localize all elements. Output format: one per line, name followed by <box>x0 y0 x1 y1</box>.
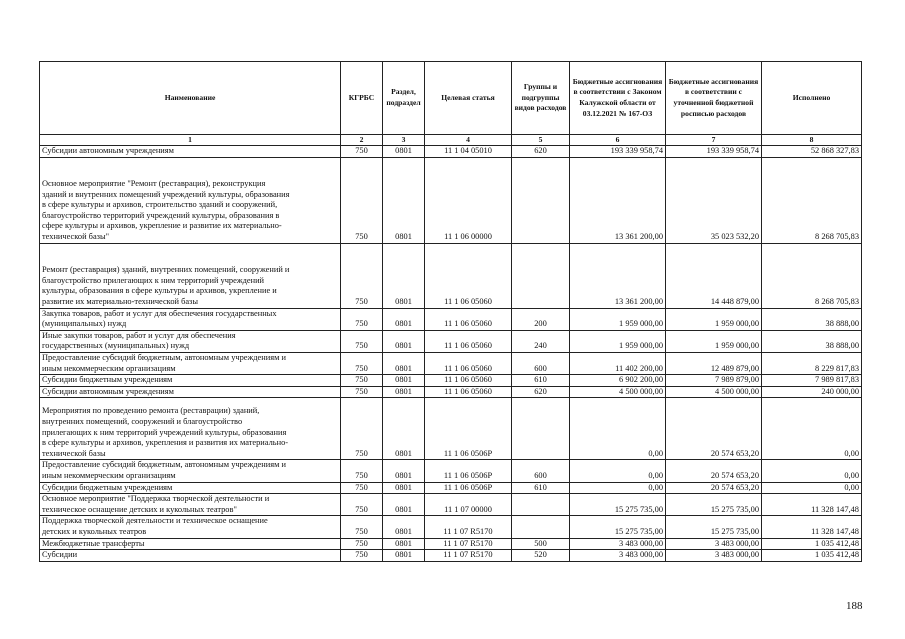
cell-razdel: 0801 <box>383 538 425 550</box>
table-row <box>40 243 862 308</box>
cell-refined-allocation: 15 275 735,00 <box>666 494 762 516</box>
page-number: 188 <box>846 600 863 612</box>
cell-kgrbs: 750 <box>341 482 383 494</box>
cell-razdel: 0801 <box>383 243 425 308</box>
cell-law-allocation: 11 402 200,00 <box>570 352 666 374</box>
cell-law-allocation: 3 483 000,00 <box>570 538 666 550</box>
cell-refined-allocation: 1 959 000,00 <box>666 308 762 330</box>
column-number-row <box>40 135 862 146</box>
cell-name: Субсидии бюджетным учреждениям <box>40 375 341 387</box>
cell-refined-allocation: 193 339 958,74 <box>666 146 762 158</box>
cell-refined-allocation: 4 500 000,00 <box>666 386 762 398</box>
cell-refined-allocation: 14 448 879,00 <box>666 243 762 308</box>
cell-law-allocation: 13 361 200,00 <box>570 243 666 308</box>
cell-executed: 11 328 147,48 <box>762 516 862 538</box>
cell-law-allocation: 4 500 000,00 <box>570 386 666 398</box>
cell-name: Ремонт (реставрация) зданий, внутренних помещений, сооружений и благоустройство прилегающих к ним территорий учреждений культуры, образования в сфере культуры и архивов, укрепление и развитие их материально-технической базы <box>40 243 341 308</box>
cell-expense-group: 620 <box>512 146 570 158</box>
cell-target-item: 11 1 07 R5170 <box>425 538 512 550</box>
cell-target-item: 11 1 06 05060 <box>425 243 512 308</box>
cell-razdel: 0801 <box>383 398 425 460</box>
cell-law-allocation: 0,00 <box>570 482 666 494</box>
cell-executed: 38 888,00 <box>762 330 862 352</box>
cell-kgrbs: 750 <box>341 330 383 352</box>
cell-razdel: 0801 <box>383 386 425 398</box>
cell-executed: 0,00 <box>762 482 862 494</box>
col-number: 5 <box>512 135 570 146</box>
cell-executed: 11 328 147,48 <box>762 494 862 516</box>
table-row <box>40 386 862 398</box>
budget-table <box>39 61 862 562</box>
cell-executed: 240 000,00 <box>762 386 862 398</box>
table-row <box>40 550 862 562</box>
cell-name: Субсидии бюджетным учреждениям <box>40 482 341 494</box>
cell-expense-group: 620 <box>512 386 570 398</box>
cell-executed: 1 035 412,48 <box>762 538 862 550</box>
cell-razdel: 0801 <box>383 460 425 482</box>
table-row <box>40 494 862 516</box>
header-row <box>40 62 862 135</box>
cell-refined-allocation: 20 574 653,20 <box>666 460 762 482</box>
cell-law-allocation: 15 275 735,00 <box>570 516 666 538</box>
table-row <box>40 146 862 158</box>
table-row <box>40 330 862 352</box>
cell-name: Предоставление субсидий бюджетным, автономным учреждениям и иным некоммерческим организациям <box>40 352 341 374</box>
cell-razdel: 0801 <box>383 494 425 516</box>
cell-kgrbs: 750 <box>341 243 383 308</box>
cell-expense-group: 200 <box>512 308 570 330</box>
cell-executed: 7 989 817,83 <box>762 375 862 387</box>
cell-kgrbs: 750 <box>341 308 383 330</box>
cell-target-item: 11 1 06 0506Р <box>425 482 512 494</box>
col-header-executed: Исполнено <box>762 62 862 135</box>
cell-refined-allocation: 15 275 735,00 <box>666 516 762 538</box>
cell-name: Субсидии автономным учреждениям <box>40 386 341 398</box>
cell-target-item: 11 1 06 05060 <box>425 352 512 374</box>
cell-target-item: 11 1 06 05060 <box>425 330 512 352</box>
cell-expense-group: 240 <box>512 330 570 352</box>
table-row <box>40 516 862 538</box>
cell-law-allocation: 3 483 000,00 <box>570 550 666 562</box>
cell-target-item: 11 1 06 00000 <box>425 157 512 243</box>
cell-target-item: 11 1 06 05060 <box>425 386 512 398</box>
cell-razdel: 0801 <box>383 157 425 243</box>
cell-executed: 52 868 327,83 <box>762 146 862 158</box>
col-header-target-item: Целевая статья <box>425 62 512 135</box>
cell-kgrbs: 750 <box>341 460 383 482</box>
table-row <box>40 538 862 550</box>
cell-law-allocation: 1 959 000,00 <box>570 330 666 352</box>
cell-expense-group: 520 <box>512 550 570 562</box>
cell-refined-allocation: 3 483 000,00 <box>666 538 762 550</box>
col-number: 3 <box>383 135 425 146</box>
col-header-refined-allocations: Бюджетные ассигнования в соответствии с уточненной бюджетной росписью расходов <box>666 62 762 135</box>
cell-razdel: 0801 <box>383 516 425 538</box>
cell-refined-allocation: 1 959 000,00 <box>666 330 762 352</box>
table-row <box>40 398 862 460</box>
cell-kgrbs: 750 <box>341 516 383 538</box>
cell-razdel: 0801 <box>383 352 425 374</box>
cell-expense-group: 500 <box>512 538 570 550</box>
cell-executed: 0,00 <box>762 398 862 460</box>
cell-target-item: 11 1 06 05060 <box>425 308 512 330</box>
cell-razdel: 0801 <box>383 146 425 158</box>
cell-kgrbs: 750 <box>341 375 383 387</box>
cell-expense-group: 600 <box>512 352 570 374</box>
cell-kgrbs: 750 <box>341 550 383 562</box>
cell-refined-allocation: 20 574 653,20 <box>666 482 762 494</box>
cell-razdel: 0801 <box>383 550 425 562</box>
cell-name: Основное мероприятие "Поддержка творческой деятельности и техническое оснащение детских и кукольных театров" <box>40 494 341 516</box>
cell-target-item: 11 1 06 0506Р <box>425 460 512 482</box>
cell-name: Субсидии автономным учреждениям <box>40 146 341 158</box>
col-number: 1 <box>40 135 341 146</box>
cell-name: Основное мероприятие "Ремонт (реставрация), реконструкция зданий и внутренних помещений учреждений культуры, образования в сфере культуры и архивов, строительство зданий и сооружений, благоустройство территорий учреждений культуры, образования в сфере культуры и архивов, укрепление и развитие их материально- технической базы" <box>40 157 341 243</box>
cell-expense-group: 600 <box>512 460 570 482</box>
cell-name: Поддержка творческой деятельности и техническое оснащение детских и кукольных театров <box>40 516 341 538</box>
cell-target-item: 11 1 06 05060 <box>425 375 512 387</box>
cell-target-item: 11 1 07 R5170 <box>425 516 512 538</box>
col-header-kgrbs: КГРБС <box>341 62 383 135</box>
cell-executed: 1 035 412,48 <box>762 550 862 562</box>
cell-law-allocation: 13 361 200,00 <box>570 157 666 243</box>
cell-razdel: 0801 <box>383 482 425 494</box>
cell-name: Иные закупки товаров, работ и услуг для обеспечения государственных (муниципальных) нужд <box>40 330 341 352</box>
cell-expense-group <box>512 494 570 516</box>
cell-target-item: 11 1 07 00000 <box>425 494 512 516</box>
cell-kgrbs: 750 <box>341 352 383 374</box>
cell-name: Субсидии <box>40 550 341 562</box>
cell-expense-group <box>512 516 570 538</box>
cell-executed: 8 268 705,83 <box>762 157 862 243</box>
col-number: 8 <box>762 135 862 146</box>
table-row <box>40 157 862 243</box>
cell-kgrbs: 750 <box>341 398 383 460</box>
cell-expense-group <box>512 157 570 243</box>
col-header-name: Наименование <box>40 62 341 135</box>
col-number: 6 <box>570 135 666 146</box>
cell-refined-allocation: 3 483 000,00 <box>666 550 762 562</box>
table-row <box>40 460 862 482</box>
cell-refined-allocation: 12 489 879,00 <box>666 352 762 374</box>
cell-law-allocation: 193 339 958,74 <box>570 146 666 158</box>
col-header-expense-groups: Группы и подгруппы видов расходов <box>512 62 570 135</box>
col-header-razdel: Раздел, подраздел <box>383 62 425 135</box>
cell-law-allocation: 15 275 735,00 <box>570 494 666 516</box>
col-header-law-allocations: Бюджетные ассигнования в соответствии с Законом Калужской области от 03.12.2021 № 167-ОЗ <box>570 62 666 135</box>
table-row <box>40 308 862 330</box>
cell-expense-group <box>512 243 570 308</box>
cell-law-allocation: 1 959 000,00 <box>570 308 666 330</box>
cell-law-allocation: 0,00 <box>570 460 666 482</box>
cell-name: Закупка товаров, работ и услуг для обеспечения государственных (муниципальных) нужд <box>40 308 341 330</box>
col-number: 7 <box>666 135 762 146</box>
cell-refined-allocation: 20 574 653,20 <box>666 398 762 460</box>
table-row <box>40 482 862 494</box>
cell-target-item: 11 1 07 R5170 <box>425 550 512 562</box>
cell-target-item: 11 1 04 05010 <box>425 146 512 158</box>
cell-kgrbs: 750 <box>341 494 383 516</box>
cell-refined-allocation: 35 023 532,20 <box>666 157 762 243</box>
col-number: 2 <box>341 135 383 146</box>
cell-kgrbs: 750 <box>341 386 383 398</box>
cell-expense-group: 610 <box>512 375 570 387</box>
cell-kgrbs: 750 <box>341 146 383 158</box>
cell-kgrbs: 750 <box>341 157 383 243</box>
table-row <box>40 352 862 374</box>
cell-expense-group: 610 <box>512 482 570 494</box>
cell-name: Предоставление субсидий бюджетным, автономным учреждениям и иным некоммерческим организациям <box>40 460 341 482</box>
cell-expense-group <box>512 398 570 460</box>
cell-law-allocation: 0,00 <box>570 398 666 460</box>
cell-razdel: 0801 <box>383 330 425 352</box>
cell-executed: 38 888,00 <box>762 308 862 330</box>
cell-executed: 8 268 705,83 <box>762 243 862 308</box>
cell-name: Мероприятия по проведению ремонта (реставрации) зданий, внутренних помещений, сооружений и благоустройство прилегающих к ним территорий учреждений культуры, образования в сфере культуры и архивов, укрепления и развития их материально- технической базы <box>40 398 341 460</box>
cell-target-item: 11 1 06 0506Р <box>425 398 512 460</box>
cell-name: Межбюджетные трансферты <box>40 538 341 550</box>
table-row <box>40 375 862 387</box>
cell-razdel: 0801 <box>383 375 425 387</box>
cell-kgrbs: 750 <box>341 538 383 550</box>
col-number: 4 <box>425 135 512 146</box>
cell-executed: 8 229 817,83 <box>762 352 862 374</box>
cell-law-allocation: 6 902 200,00 <box>570 375 666 387</box>
cell-razdel: 0801 <box>383 308 425 330</box>
cell-refined-allocation: 7 989 879,00 <box>666 375 762 387</box>
cell-executed: 0,00 <box>762 460 862 482</box>
